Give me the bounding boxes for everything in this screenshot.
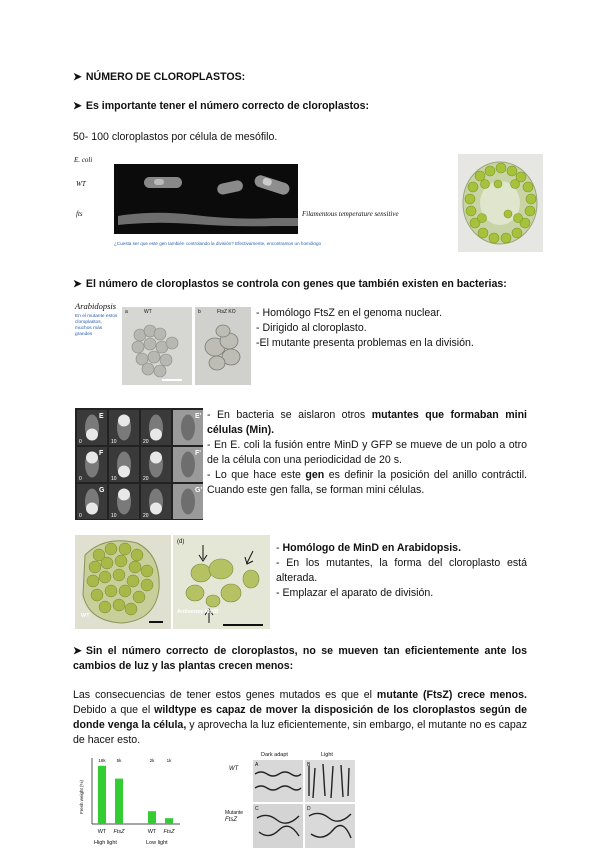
arrow-bullet-icon: ➤ [73,71,82,83]
gfp-signal [86,429,98,441]
bacterium-cell [181,452,195,478]
min-text [207,408,527,498]
ecoli-figure [72,152,428,256]
fresh-weight-chart [72,752,200,848]
arrow-bullet-icon: ➤ [73,278,82,290]
fts-side-label: Filamentous temperature sensitive [302,210,399,218]
panel-mutant-label: FtsZ KO [217,309,236,315]
consequences-paragraph: Las consecuencias de tener estos genes mutados es que el mutante (FtsZ) crece menos. Debido a que el wildtype es capaz de mover la disposición de los cloroplastos según de donde venga la célula, y aprovecha la luz eficientemente, sin embargo, el mutante no es capaz de hacer esto. [73,689,527,746]
heading-genes-bacterias: ➤ El número de cloroplastos se controla con genes que también existen en bacterias: [73,278,507,290]
bacterium-cell [181,415,195,441]
row-letter: E [99,413,104,420]
arabidopsis-figure [73,297,253,389]
arrow-bullet-icon: ➤ [73,100,82,112]
row-letter: G' [195,487,203,494]
mind-arabidopsis-figure [75,535,270,629]
tick-label-3: FtsZ [163,829,175,835]
gfp-signal [150,429,162,441]
bar-value-label-0: 18k [98,758,106,763]
panel-b-label: b [198,309,201,315]
mind-gfp-grid [75,408,203,520]
ftsz-bullet-2: - Dirigido al cloroplasto. [256,322,367,334]
bar-value-label-1: 5k [116,758,122,763]
time-label: 0 [79,439,82,445]
tick-label-0: WT [97,829,107,835]
micro-panel-c: C [255,806,259,812]
arabidopsis-note: En el mutante estos cloroplastos, muchos más grandes [75,314,118,337]
heading-numero-correcto: ➤ Es importante tener el número correcto de cloroplastos: [73,100,370,112]
gfp-signal [118,415,130,427]
row-label-mutante: Mutante [225,810,244,816]
row-label-ftsz: FtsZ [225,817,237,823]
row-label-fts: fts [76,210,83,218]
min-paragraph-3: - Lo que hace este gen es definir la posición del anillo contráctil. Cuando este gen falla, se forman mini células. [207,469,527,496]
row-label-wt: WT [76,180,86,188]
col-label-dark: Dark adapt [261,752,288,758]
mutant-cell-micrograph [195,307,251,385]
time-label: 10 [111,439,117,445]
mind-bullet-2: - En los mutantes, la forma del cloroplasto está alterada. [276,557,527,584]
row-letter: F' [195,450,201,457]
min-paragraph-2: - En E. coli la fusión entre MinD y GFP se mueve de un polo a otro de la célula con una periodicidad de 20 s. [207,439,527,466]
micro-panel-a: A [255,762,259,768]
time-label: 10 [111,476,117,482]
gfp-signal [86,503,98,515]
time-label: 20 [143,513,149,519]
group-label-high-light: High light [94,840,117,846]
mesophyll-cell-image [458,154,543,252]
ftsz-bullet-1: - Homólogo FtsZ en el genoma nuclear. [256,307,443,319]
gfp-signal [118,489,130,501]
bar-chart-svg [72,752,200,848]
bar-0 [98,766,106,824]
micro-panel-d: D [307,806,311,812]
ecoli-caption: ¿Cuesta ser que este gen también controlando la división? Efectivamente, encontramos un homólogo [114,241,322,246]
micrograph-fts [114,196,298,234]
group-label-low-light: Low light [146,840,168,846]
ecoli-title: E. coli [74,156,93,164]
mind-bullet-1: - Homólogo de MinD en Arabidopsis. [276,542,462,554]
time-label: 20 [143,476,149,482]
antisense-mind-cell [173,535,270,629]
bacterium-cell [181,489,195,515]
gfp-signal [86,452,98,464]
ftsz-bullet-3: -El mutante presenta problemas en la división. [256,337,474,349]
intro-text: 50- 100 cloroplastos por célula de mesófilo. [73,131,278,143]
tick-label-1: FtsZ [113,829,125,835]
light-response-figure [225,752,355,848]
heading-numero-cloroplastos: ➤ NÚMERO DE CLOROPLASTOS: [73,71,246,83]
panel-a-label: a [125,309,128,315]
mind-text [276,541,527,601]
heading-sin-numero-correcto: ➤ Sin el número correcto de cloroplastos, no se mueven tan eficientemente ante los cambios de luz y las plantas crecen menos: [73,645,527,672]
gfp-signal [118,466,130,478]
antisense-mind-label: Antisense MinD [177,609,219,615]
time-label: 0 [79,513,82,519]
bar-3 [165,818,173,824]
chart-ylabel: Fresh weight (%) [79,779,84,814]
row-label-wt: WT [229,766,239,772]
arabidopsis-title: Arabidopsis [75,301,117,311]
bar-1 [115,779,123,824]
bar-2 [148,811,156,824]
bar-value-label-3: 1k [166,758,172,763]
wt-label: WT [81,613,90,619]
mind-bullet-3: - Emplazar el aparato de división. [276,587,434,599]
time-label: 20 [143,439,149,445]
time-label: 10 [111,513,117,519]
col-label-light: Light [321,752,333,758]
tick-label-2: WT [147,829,157,835]
row-letter: F [99,450,104,457]
ftsz-bullets [256,306,474,351]
gfp-signal [150,503,162,515]
min-paragraph-1: - En bacteria se aislaron otros mutantes que formaban mini células (Min). [207,409,527,436]
micro-svg [253,760,355,848]
wt-chloroplast-cell [75,535,171,629]
arrow-bullet-icon: ➤ [73,645,82,657]
wt-cell-micrograph [122,307,192,385]
panel-d-label: (d) [177,539,185,545]
row-letter: E' [195,413,202,420]
panel-wt-label: WT [144,309,152,315]
bar-value-label-2: 2k [149,758,155,763]
gfp-signal [150,452,162,464]
mind-grid-svg [75,408,203,520]
micro-panel-b: B [307,762,311,768]
row-letter: G [99,487,105,494]
time-label: 0 [79,476,82,482]
